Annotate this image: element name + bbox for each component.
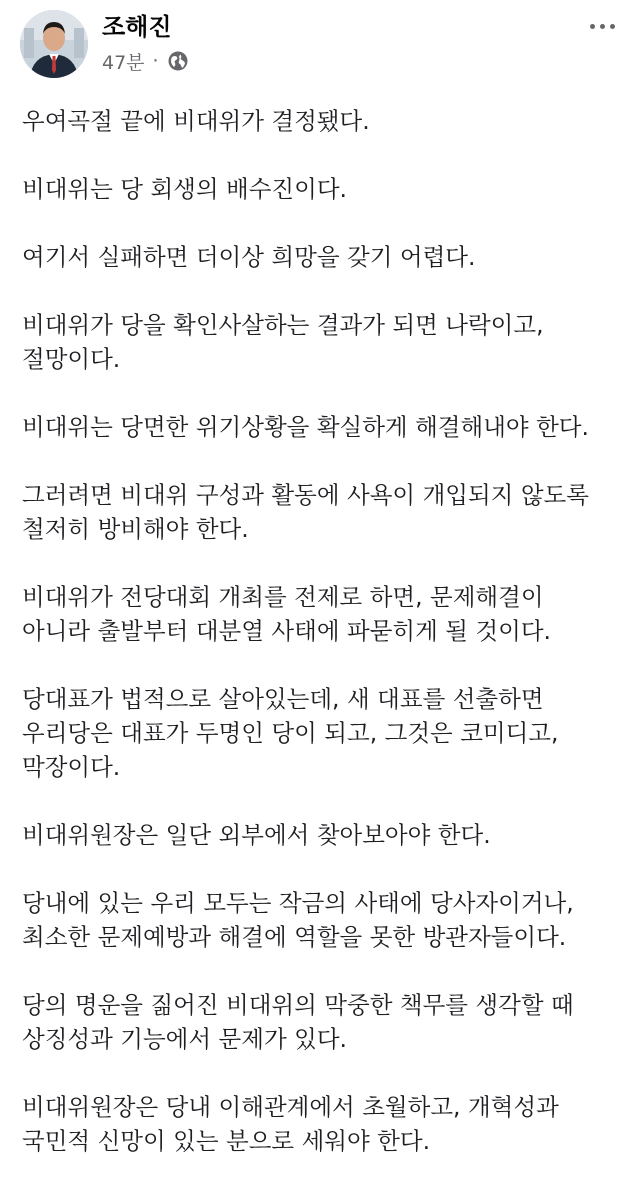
globe-icon[interactable] (167, 50, 189, 72)
post-text-line: 여기서 실패하면 더이상 희망을 갖기 어렵다. (22, 243, 476, 271)
meta-separator: · (152, 50, 159, 72)
more-dot-icon (590, 24, 595, 29)
post-text-line: 비대위원장은 일단 외부에서 찾아보아야 한다. (22, 821, 491, 849)
post-timestamp[interactable]: 47분 (102, 51, 145, 74)
post-meta (102, 48, 189, 74)
post-paragraph (22, 308, 622, 376)
post-text-line: 우여곡절 끝에 비대위가 결정됐다. (22, 107, 370, 135)
post-text-line: 비대위원장은 당내 이해관계에서 초월하고, 개혁성과 (22, 1093, 559, 1121)
post-paragraph (22, 410, 622, 444)
post-paragraph (22, 580, 622, 648)
post-paragraph (22, 172, 622, 206)
post-text-line: 아니라 출발부터 대분열 사태에 파묻히게 될 것이다. (22, 617, 552, 645)
post-paragraph (22, 818, 622, 852)
more-dot-icon (600, 24, 605, 29)
post-text-line: 그러려면 비대위 구성과 활동에 사욕이 개입되지 않도록 (22, 481, 589, 509)
post-header (0, 0, 640, 90)
post-text-line: 당내에 있는 우리 모두는 작금의 사태에 당사자이거나, (22, 889, 574, 917)
post-paragraph (22, 240, 622, 274)
post-text-line: 철저히 방비해야 한다. (22, 515, 249, 543)
more-dot-icon (610, 24, 615, 29)
post-text-line: 절망이다. (22, 345, 121, 373)
post-text-line: 비대위는 당면한 위기상황을 확실하게 해결해내야 한다. (22, 413, 589, 441)
author-name[interactable]: 조해진 (102, 13, 172, 41)
post-text-line: 당의 명운을 짊어진 비대위의 막중한 책무를 생각할 때 (22, 991, 574, 1019)
post-paragraph (22, 104, 622, 138)
post-paragraph (22, 1090, 622, 1158)
post-text-line: 국민적 신망이 있는 분으로 세워야 한다. (22, 1127, 431, 1155)
post-text-line: 당대표가 법적으로 살아있는데, 새 대표를 선출하면 (22, 685, 544, 713)
post-paragraph (22, 478, 622, 546)
post-text-line: 상징성과 기능에서 문제가 있다. (22, 1025, 347, 1053)
post-text-line: 비대위가 전당대회 개최를 전제로 하면, 문제해결이 (22, 583, 544, 611)
post-body (22, 104, 622, 1192)
post-paragraph (22, 886, 622, 954)
post-paragraph (22, 682, 622, 784)
post-text-line: 비대위가 당을 확인사살하는 결과가 되면 나락이고, (22, 311, 544, 339)
post-text-line: 막장이다. (22, 753, 121, 781)
post-text-line: 비대위는 당 회생의 배수진이다. (22, 175, 347, 203)
more-options-button[interactable] (584, 12, 620, 40)
post-paragraph (22, 988, 622, 1056)
post-text-line: 우리당은 대표가 두명인 당이 되고, 그것은 코미디고, (22, 719, 559, 747)
profile-photo (20, 10, 88, 78)
post-text-line: 최소한 문제예방과 해결에 역할을 못한 방관자들이다. (22, 923, 567, 951)
avatar[interactable] (20, 10, 88, 78)
